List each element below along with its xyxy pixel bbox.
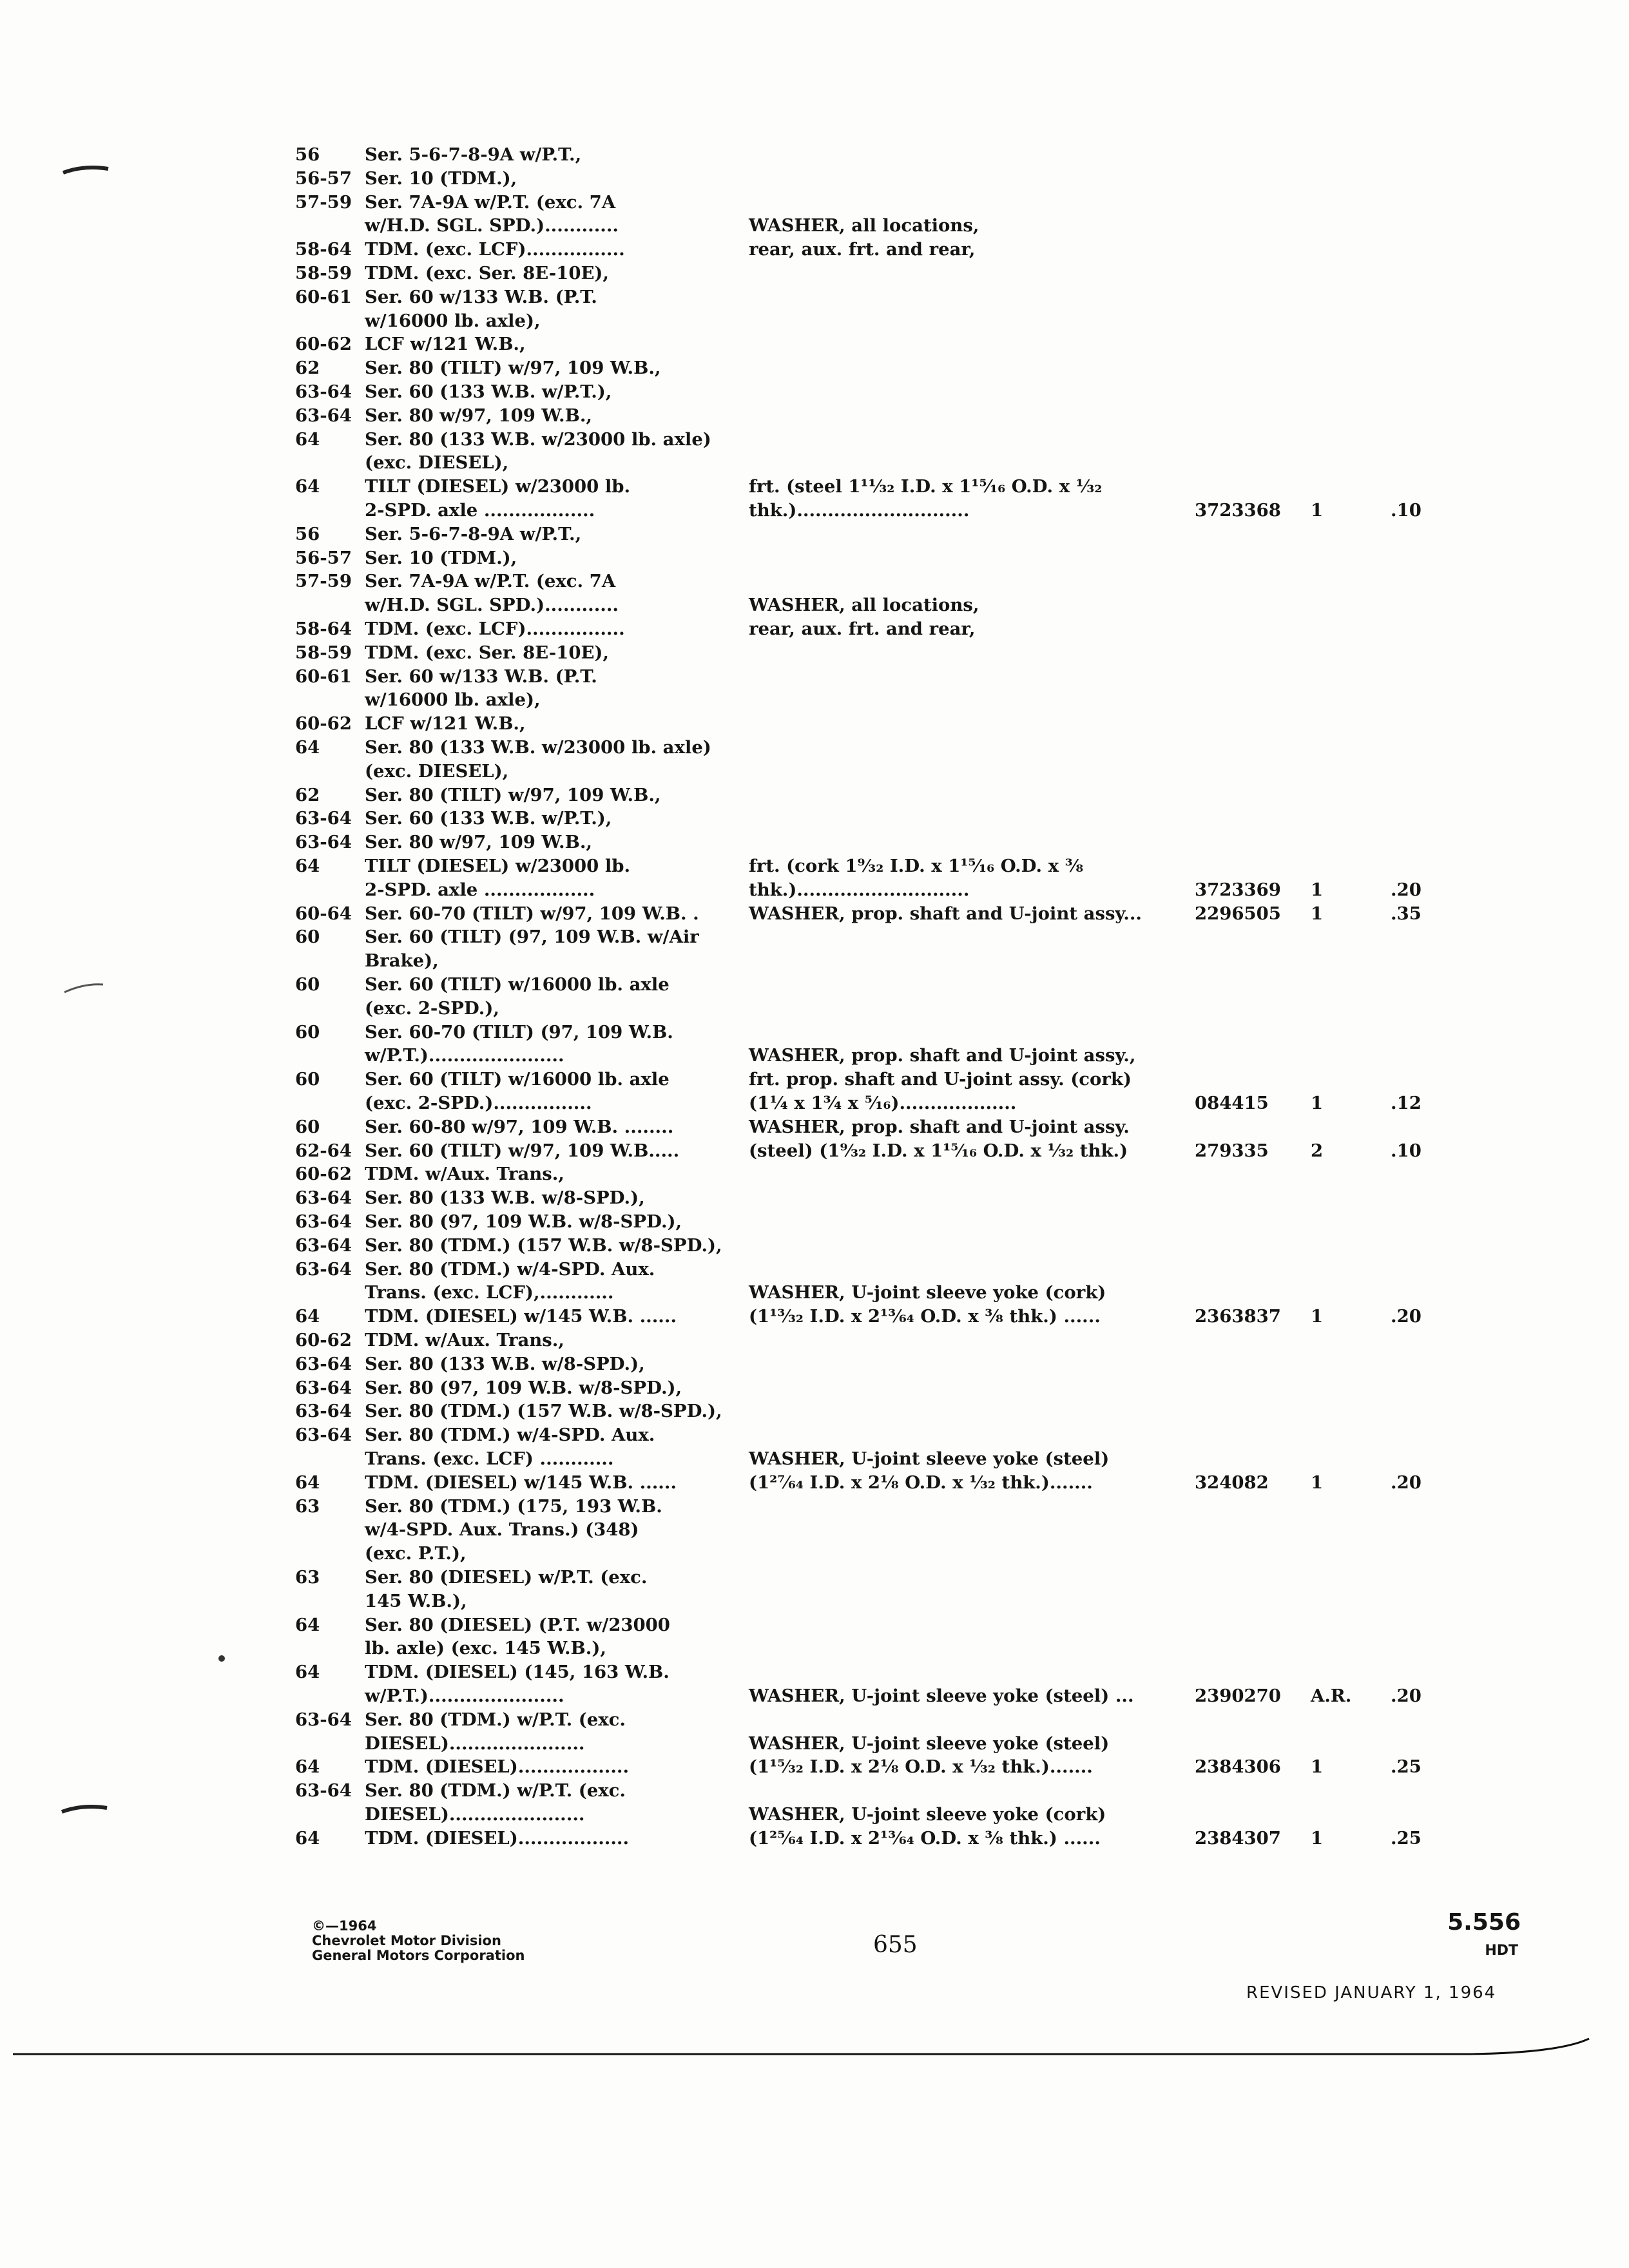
row-description: WASHER, prop. shaft and U-joint assy., [749,1045,1136,1066]
row-description: WASHER, prop. shaft and U-joint assy. [749,1116,1130,1137]
row-quantity: 1 [1311,1093,1324,1113]
row-model: Ser. 60-70 (TILT) (97, 109 W.B. [365,1021,673,1043]
row-year: 56-57 [295,547,352,568]
row-model: Ser. 80 (DIESEL) (P.T. w/23000 [365,1614,670,1635]
row-model: Ser. 80 (TDM.) w/P.T. (exc. [365,1709,626,1730]
row-description: frt. (steel 1¹¹⁄₃₂ I.D. x 1¹⁵⁄₁₆ O.D. x ¹⁄₃₂ [749,476,1103,497]
row-price: .25 [1391,1756,1422,1778]
row-year: 57-59 [295,191,352,213]
row-part-number: 3723368 [1195,500,1281,521]
row-model: Ser. 7A-9A w/P.T. (exc. 7A [365,571,616,592]
row-model: w/H.D. SGL. SPD.)............ [365,215,619,236]
row-part-number: 2384306 [1195,1756,1281,1778]
row-year: 63-64 [295,1258,352,1280]
row-model: Ser. 80 (DIESEL) w/P.T. (exc. [365,1567,648,1588]
row-model: Ser. 80 (TDM.) (157 W.B. w/8-SPD.), [365,1235,722,1256]
row-description: WASHER, U-joint sleeve yoke (steel) [749,1733,1110,1754]
row-model: Ser. 5-6-7-8-9A w/P.T., [365,523,582,544]
row-model: TDM. (DIESEL) w/145 W.B. ...... [365,1306,677,1327]
row-quantity: 2 [1311,1140,1324,1161]
row-year: 58-64 [295,619,352,639]
row-model: w/16000 lb. axle), [365,310,541,331]
row-year: 63-64 [295,1709,352,1730]
row-part-number: 084415 [1195,1093,1269,1113]
row-year: 63-64 [295,832,352,853]
section-tag: HDT [1485,1943,1518,1959]
row-description: WASHER, U-joint sleeve yoke (steel) [749,1448,1110,1469]
binder-hole-mark-bottom [62,1807,107,1812]
row-description: (1²⁵⁄₆₄ I.D. x 2¹³⁄₆₄ O.D. x ³⁄₈ thk.) ...... [749,1827,1101,1849]
row-description: WASHER, all locations, [749,595,979,616]
copyright-year: ©—1964 [312,1918,377,1934]
row-year: 60 [295,974,320,995]
row-description: rear, aux. frt. and rear, [749,239,976,260]
row-description: thk.)............................ [749,500,970,521]
row-model: Ser. 60 (TILT) w/97, 109 W.B..... [365,1140,680,1161]
division-name: Chevrolet Motor Division [312,1933,501,1948]
row-description: WASHER, U-joint sleeve yoke (cork) [749,1282,1106,1303]
row-model: (exc. DIESEL), [365,760,509,782]
row-description: (steel) (1⁹⁄₃₂ I.D. x 1¹⁵⁄₁₆ O.D. x ¹⁄₃₂ thk.) [749,1140,1128,1161]
row-part-number: 279335 [1195,1140,1269,1161]
row-year: 60-62 [295,334,352,355]
row-model: Ser. 10 (TDM.), [365,547,517,568]
row-model: TDM. (DIESEL) (145, 163 W.B. [365,1662,670,1683]
row-model: TDM. w/Aux. Trans., [365,1330,564,1350]
row-model: Ser. 60 (133 W.B. w/P.T.), [365,808,612,829]
row-model: Ser. 80 (TDM.) w/4-SPD. Aux. [365,1258,655,1280]
row-year: 60-62 [295,1330,352,1350]
row-model: TDM. (DIESEL).................. [365,1756,630,1778]
row-quantity: 1 [1311,1827,1324,1849]
row-model: Ser. 60 (TILT) w/16000 lb. axle [365,1069,670,1090]
row-model: Ser. 60 w/133 W.B. (P.T. [365,286,597,307]
row-year: 60 [295,1021,320,1043]
row-year: 60-62 [295,713,352,735]
row-model: Ser. 80 (97, 109 W.B. w/8-SPD.), [365,1377,682,1398]
row-description: thk.)............................ [749,879,970,900]
row-model: Trans. (exc. LCF) ............ [365,1448,614,1469]
row-model: Ser. 5-6-7-8-9A w/P.T., [365,144,582,165]
row-model: 2-SPD. axle .................. [365,500,595,521]
row-quantity: 1 [1311,1756,1324,1778]
row-model: Ser. 80 (133 W.B. w/23000 lb. axle) [365,428,711,450]
row-year: 64 [295,737,320,758]
row-year: 64 [295,1662,320,1683]
row-year: 63-64 [295,1235,352,1256]
row-part-number: 2390270 [1195,1686,1281,1706]
corporation-name: General Motors Corporation [312,1948,525,1963]
row-year: 63-64 [295,808,352,829]
row-year: 60 [295,1069,320,1090]
row-model: Ser. 7A-9A w/P.T. (exc. 7A [365,191,616,213]
row-model: Ser. 80 (TDM.) (157 W.B. w/8-SPD.), [365,1401,722,1422]
page-bottom-edge-line [13,2039,1589,2054]
row-model: w/H.D. SGL. SPD.)............ [365,595,619,616]
row-year: 60-61 [295,666,352,687]
row-part-number: 2384307 [1195,1827,1281,1849]
row-description: (1¹⁄₄ x 1³⁄₄ x ⁵⁄₁₆)................... [749,1093,1017,1113]
binder-hole-mark-top [63,168,108,173]
row-year: 63 [295,1495,320,1517]
row-model: (exc. P.T.), [365,1543,467,1564]
row-model: Ser. 60-80 w/97, 109 W.B. ........ [365,1116,674,1137]
row-year: 62-64 [295,1140,352,1161]
revision-date: REVISED JANUARY 1, 1964 [1246,1983,1497,2003]
row-model: LCF w/121 W.B., [365,334,526,355]
row-part-number: 2296505 [1195,903,1281,924]
row-model: TILT (DIESEL) w/23000 lb. [365,476,631,497]
row-year: 63-64 [295,1187,352,1209]
row-year: 62 [295,358,320,379]
row-model: Ser. 80 (133 W.B. w/8-SPD.), [365,1187,645,1209]
row-model: Ser. 80 (TILT) w/97, 109 W.B., [365,358,661,379]
row-year: 63-64 [295,405,352,426]
row-model: TDM. (exc. LCF)................ [365,619,625,639]
row-part-number: 324082 [1195,1472,1269,1493]
row-year: 63-64 [295,1353,352,1374]
row-model: Ser. 80 w/97, 109 W.B., [365,832,592,853]
row-price: .20 [1391,1686,1422,1706]
row-price: .20 [1391,1306,1422,1327]
row-model: Ser. 80 (TDM.) w/4-SPD. Aux. [365,1425,655,1446]
row-year: 57-59 [295,571,352,592]
row-price: .10 [1391,500,1422,521]
row-model: Ser. 80 (97, 109 W.B. w/8-SPD.), [365,1211,682,1232]
row-model: TDM. (exc. Ser. 8E-10E), [365,263,609,284]
row-model: Trans. (exc. LCF),............ [365,1282,614,1303]
row-year: 60 [295,927,320,948]
page-number: 655 [873,1932,918,1958]
row-model: LCF w/121 W.B., [365,713,526,735]
row-part-number: 3723369 [1195,879,1281,900]
row-quantity: 1 [1311,879,1324,900]
row-model: (exc. DIESEL), [365,452,509,474]
row-year: 63-64 [295,1377,352,1398]
scan-speck [218,1655,225,1662]
row-model: w/P.T.)...................... [365,1686,564,1706]
row-description: WASHER, U-joint sleeve yoke (cork) [749,1804,1106,1825]
row-model: Ser. 10 (TDM.), [365,168,517,189]
row-model: TDM. (DIESEL) w/145 W.B. ...... [365,1472,677,1493]
row-year: 64 [295,1614,320,1635]
row-model: (exc. 2-SPD.)................ [365,1093,592,1113]
row-year: 56-57 [295,168,352,189]
row-year: 56 [295,523,320,544]
row-year: 64 [295,856,320,876]
section-number: 5.556 [1447,1909,1521,1936]
row-year: 60-64 [295,903,352,924]
row-model: w/P.T.)...................... [365,1045,564,1066]
row-price: .12 [1391,1093,1422,1113]
row-year: 63-64 [295,1401,352,1422]
row-year: 58-59 [295,263,352,284]
row-year: 64 [295,1756,320,1778]
row-model: w/4-SPD. Aux. Trans.) (348) [365,1519,639,1541]
row-model: Ser. 60-70 (TILT) w/97, 109 W.B. . [365,903,699,924]
row-model: Ser. 60 (TILT) (97, 109 W.B. w/Air [365,927,699,948]
row-year: 64 [295,476,320,497]
row-part-number: 2363837 [1195,1306,1281,1327]
row-description: (1¹⁵⁄₃₂ I.D. x 2¹⁄₈ O.D. x ¹⁄₃₂ thk.)....... [749,1756,1093,1778]
row-description: (1²⁷⁄₆₄ I.D. x 2¹⁄₈ O.D. x ¹⁄₃₂ thk.)....... [749,1472,1093,1493]
row-price: .20 [1391,879,1422,900]
row-model: w/16000 lb. axle), [365,689,541,711]
row-price: .35 [1391,903,1422,924]
row-model: DIESEL)...................... [365,1733,585,1754]
row-model: 2-SPD. axle .................. [365,879,595,900]
row-quantity: 1 [1311,903,1324,924]
row-description: rear, aux. frt. and rear, [749,619,976,639]
row-model: Ser. 60 (TILT) w/16000 lb. axle [365,974,670,995]
row-description: WASHER, all locations, [749,215,979,236]
row-model: Brake), [365,950,439,972]
row-model: lb. axle) (exc. 145 W.B.), [365,1638,606,1659]
row-model: Ser. 80 (133 W.B. w/8-SPD.), [365,1353,645,1374]
row-model: Ser. 80 (TILT) w/97, 109 W.B., [365,784,661,805]
row-year: 64 [295,1472,320,1493]
row-quantity: 1 [1311,500,1324,521]
row-year: 56 [295,144,320,165]
row-price: .25 [1391,1827,1422,1849]
row-model: (exc. 2-SPD.), [365,997,499,1019]
row-year: 60-62 [295,1164,352,1185]
row-year: 58-64 [295,239,352,260]
row-model: TILT (DIESEL) w/23000 lb. [365,856,631,876]
row-model: Ser. 60 w/133 W.B. (P.T. [365,666,597,687]
row-model: Ser. 80 w/97, 109 W.B., [365,405,592,426]
row-year: 63 [295,1567,320,1588]
row-year: 58-59 [295,642,352,663]
row-year: 60 [295,1116,320,1137]
row-description: frt. (cork 1⁹⁄₃₂ I.D. x 1¹⁵⁄₁₆ O.D. x ³⁄₈ [749,856,1084,876]
row-year: 63-64 [295,381,352,402]
row-model: Ser. 60 (133 W.B. w/P.T.), [365,381,612,402]
row-year: 64 [295,1827,320,1849]
row-year: 62 [295,784,320,805]
row-year: 64 [295,1306,320,1327]
row-year: 63-64 [295,1211,352,1232]
row-model: TDM. (exc. LCF)................ [365,239,625,260]
row-model: TDM. w/Aux. Trans., [365,1164,564,1185]
binder-hole-mark-middle [64,985,103,992]
row-year: 64 [295,428,320,450]
row-description: (1¹³⁄₃₂ I.D. x 2¹³⁄₆₄ O.D. x ³⁄₈ thk.) ...... [749,1306,1101,1327]
row-quantity: 1 [1311,1306,1324,1327]
row-year: 63-64 [295,1425,352,1446]
row-model: Ser. 80 (TDM.) w/P.T. (exc. [365,1780,626,1802]
row-price: .20 [1391,1472,1422,1493]
row-model: Ser. 80 (133 W.B. w/23000 lb. axle) [365,737,711,758]
row-quantity: A.R. [1311,1686,1352,1706]
row-price: .10 [1391,1140,1422,1161]
row-model: TDM. (exc. Ser. 8E-10E), [365,642,609,663]
row-description: WASHER, prop. shaft and U-joint assy... [749,903,1142,924]
row-model: 145 W.B.), [365,1590,467,1611]
row-description: frt. prop. shaft and U-joint assy. (cork) [749,1069,1132,1090]
row-model: TDM. (DIESEL).................. [365,1827,630,1849]
row-description: WASHER, U-joint sleeve yoke (steel) ... [749,1686,1134,1706]
row-model: Ser. 80 (TDM.) (175, 193 W.B. [365,1495,662,1517]
row-year: 60-61 [295,286,352,307]
row-year: 63-64 [295,1780,352,1802]
row-quantity: 1 [1311,1472,1324,1493]
row-model: DIESEL)...................... [365,1804,585,1825]
